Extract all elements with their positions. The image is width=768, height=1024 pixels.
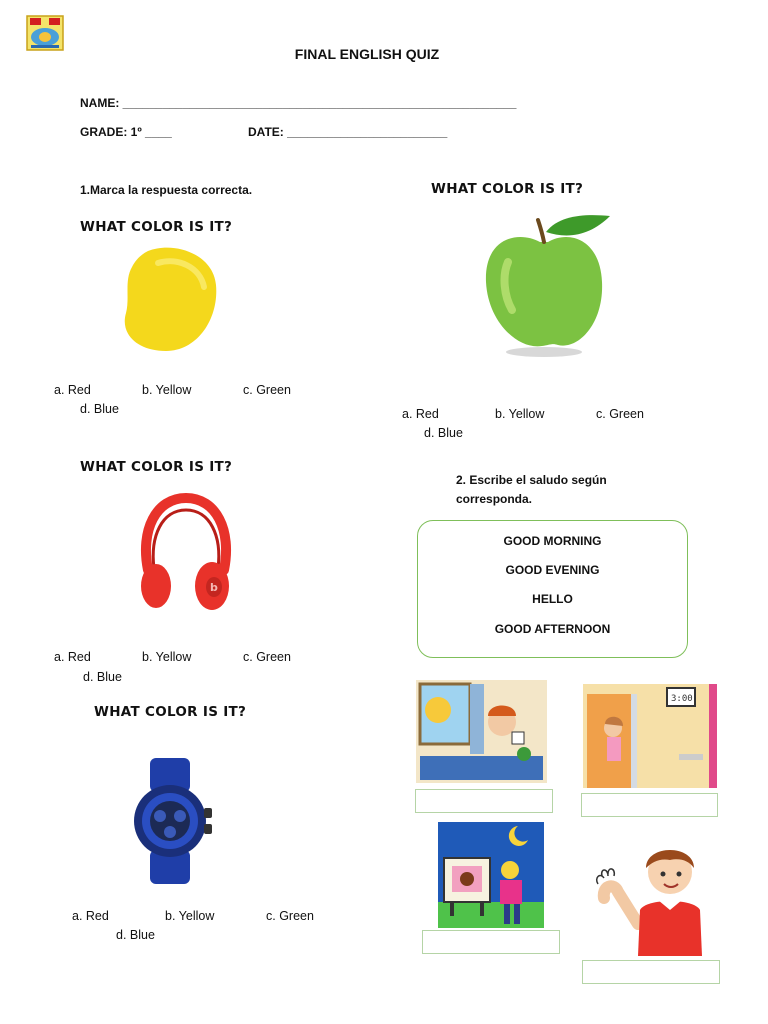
section1-instruction: 1.Marca la respuesta correcta. — [80, 183, 253, 197]
q1-option-b[interactable]: b. Yellow — [142, 383, 192, 397]
watch-icon — [130, 758, 216, 884]
q3-option-d[interactable]: d. Blue — [83, 670, 122, 684]
q3-option-a[interactable]: a. Red — [54, 650, 91, 664]
greeting-hello: HELLO — [532, 592, 573, 606]
question-1-heading: WHAT COLOR IS IT? — [80, 219, 233, 235]
q4-option-b[interactable]: b. Yellow — [165, 909, 215, 923]
headphones-icon — [130, 490, 240, 614]
q2-option-a[interactable]: a. Red — [402, 407, 439, 421]
grade-field[interactable]: GRADE: 1º ____ — [80, 125, 172, 139]
svg-text:3:00: 3:00 — [671, 694, 693, 704]
name-field[interactable]: NAME: ___________________________________________________________ — [80, 96, 517, 110]
answer-box-scene-2[interactable] — [581, 793, 718, 817]
lemon-icon — [118, 243, 222, 355]
section2-instruction-line2: corresponda. — [456, 492, 533, 506]
q2-option-b[interactable]: b. Yellow — [495, 407, 545, 421]
q3-option-c[interactable]: c. Green — [243, 650, 291, 664]
svg-text:b: b — [210, 581, 218, 594]
answer-box-scene-1[interactable] — [415, 789, 553, 813]
boy-waving-scene — [594, 838, 710, 956]
section2-instruction — [456, 471, 607, 509]
answer-box-scene-4[interactable] — [582, 960, 720, 984]
q1-option-a[interactable]: a. Red — [54, 383, 91, 397]
q4-option-a[interactable]: a. Red — [72, 909, 109, 923]
page-title: FINAL ENGLISH QUIZ — [294, 46, 440, 62]
q3-option-b[interactable]: b. Yellow — [142, 650, 192, 664]
q4-option-d[interactable]: d. Blue — [116, 928, 155, 942]
question-2-heading: WHAT COLOR IS IT? — [431, 181, 584, 197]
greeting-good-morning: GOOD MORNING — [503, 534, 602, 548]
apple-icon — [478, 212, 618, 360]
morning-wakeup-scene — [416, 680, 547, 783]
section2-instruction-line1: 2. Escribe el saludo según — [456, 473, 607, 487]
answer-box-scene-3[interactable] — [422, 930, 560, 954]
greetings-box — [417, 520, 688, 658]
greeting-good-evening: GOOD EVENING — [505, 563, 600, 577]
q2-option-c[interactable]: c. Green — [596, 407, 644, 421]
q1-option-c[interactable]: c. Green — [243, 383, 291, 397]
greeting-good-afternoon: GOOD AFTERNOON — [494, 622, 611, 636]
evening-tv-scene — [438, 822, 544, 928]
q1-option-d[interactable]: d. Blue — [80, 402, 119, 416]
date-field[interactable]: DATE: ________________________ — [248, 125, 448, 139]
question-4-heading: WHAT COLOR IS IT? — [94, 704, 247, 720]
q4-option-c[interactable]: c. Green — [266, 909, 314, 923]
q2-option-d[interactable]: d. Blue — [424, 426, 463, 440]
afternoon-door-scene — [583, 684, 717, 788]
question-3-heading: WHAT COLOR IS IT? — [80, 459, 233, 475]
